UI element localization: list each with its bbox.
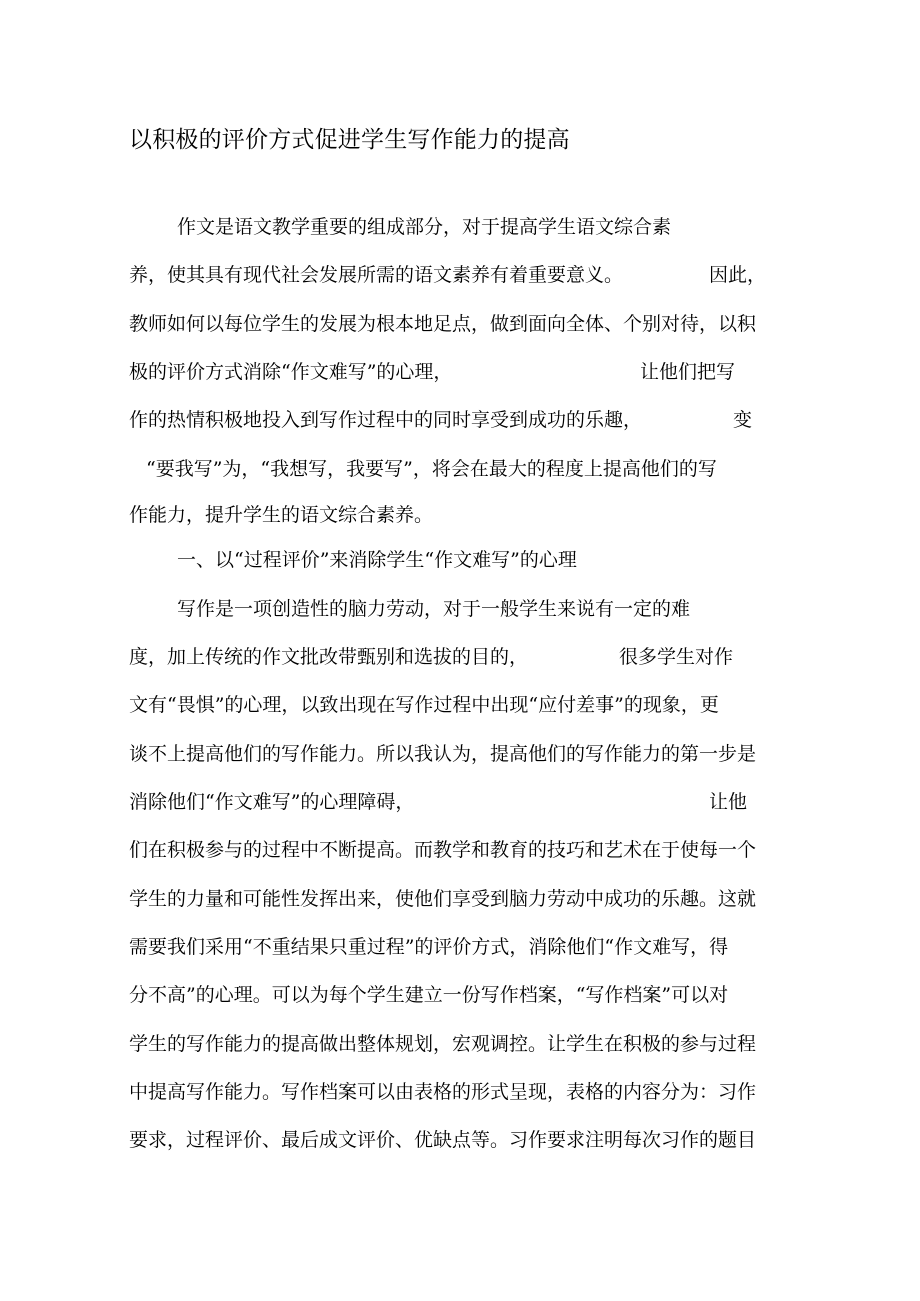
text-segment: 变 xyxy=(733,409,753,431)
text-line xyxy=(129,545,785,575)
text-segment: 要求，过程评价、最后成文评价、优缺点等。习作要求注明每次习作的题目 xyxy=(129,1129,757,1151)
text-segment: 写作是一项创造性的脑力劳动，对于一般学生来说有一定的难 xyxy=(177,598,691,620)
text-segment: 教师如何以每位学生的发展为根本地足点，做到面向全体、个别对待，以积 xyxy=(129,313,757,335)
text-line xyxy=(129,835,785,865)
text-line xyxy=(129,405,785,435)
text-line xyxy=(129,454,785,484)
text-line xyxy=(129,1125,785,1155)
text-segment: 文有“畏惧”的心理，以致出现在写作过程中出现“应付差事”的现象，更 xyxy=(129,694,719,716)
text-line xyxy=(129,309,785,339)
text-segment: 因此， xyxy=(709,264,767,286)
text-line xyxy=(129,260,785,290)
text-segment: 需要我们采用“不重结果只重过程”的评价方式，消除他们“作文难写，得 xyxy=(129,936,729,958)
text-segment: 很多学生对作 xyxy=(619,646,734,668)
text-line xyxy=(129,932,785,962)
text-segment: 学生的力量和可能性发挥出来，使他们享受到脑力劳动中成功的乐趣。这就 xyxy=(129,888,757,910)
text-segment: 们在积极参与的过程中不断提高。而教学和教育的技巧和艺术在于使每一个 xyxy=(129,839,757,861)
text-line xyxy=(129,787,785,817)
text-segment: 分不高”的心理。可以为每个学生建立一份写作档案，“写作档案”可以对 xyxy=(129,984,729,1006)
text-segment: 学生的写作能力的提高做出整体规划，宏观调控。让学生在积极的参与过程 xyxy=(129,1033,757,1055)
text-line xyxy=(129,500,785,530)
text-line xyxy=(129,884,785,914)
text-line xyxy=(129,739,785,769)
text-segment: 作能力，提升学生的语文综合素养。 xyxy=(129,504,434,526)
text-line xyxy=(129,1077,785,1107)
text-segment: 消除他们“作文难写”的心理障碍， xyxy=(129,791,415,813)
text-segment: 极的评价方式消除“作文难写”的心理， xyxy=(129,361,453,383)
document-title: 以积极的评价方式促进学生写作能力的提高 xyxy=(129,127,570,153)
text-line xyxy=(129,980,785,1010)
text-segment: 让他们把写 xyxy=(640,361,736,383)
text-line xyxy=(129,690,785,720)
text-line xyxy=(129,357,785,387)
text-line xyxy=(129,212,785,242)
text-segment: 度，加上传统的作文批改带甄别和选拔的目的， xyxy=(129,646,529,668)
text-segment: 谈不上提高他们的写作能力。所以我认为，提高他们的写作能力的第一步是 xyxy=(129,743,757,765)
text-segment: “要我写”为，“我想写，我要写”，将会在最大的程度上提高他们的写 xyxy=(146,458,717,480)
text-line xyxy=(129,1029,785,1059)
text-segment: 作文是语文教学重要的组成部分，对于提高学生语文综合素 xyxy=(177,216,672,238)
text-segment: 中提高写作能力。写作档案可以由表格的形式呈现，表格的内容分为：习作 xyxy=(129,1081,757,1103)
text-segment: 养，使其具有现代社会发展所需的语文素养有着重要意义。 xyxy=(129,264,624,286)
text-segment: 一、以“过程评价”来消除学生“作文难写”的心理 xyxy=(177,549,577,571)
text-line xyxy=(129,642,785,672)
text-segment: 让他 xyxy=(709,791,748,813)
text-segment: 作的热情积极地投入到写作过程中的同时享受到成功的乐趣， xyxy=(129,409,643,431)
text-line xyxy=(129,594,785,624)
